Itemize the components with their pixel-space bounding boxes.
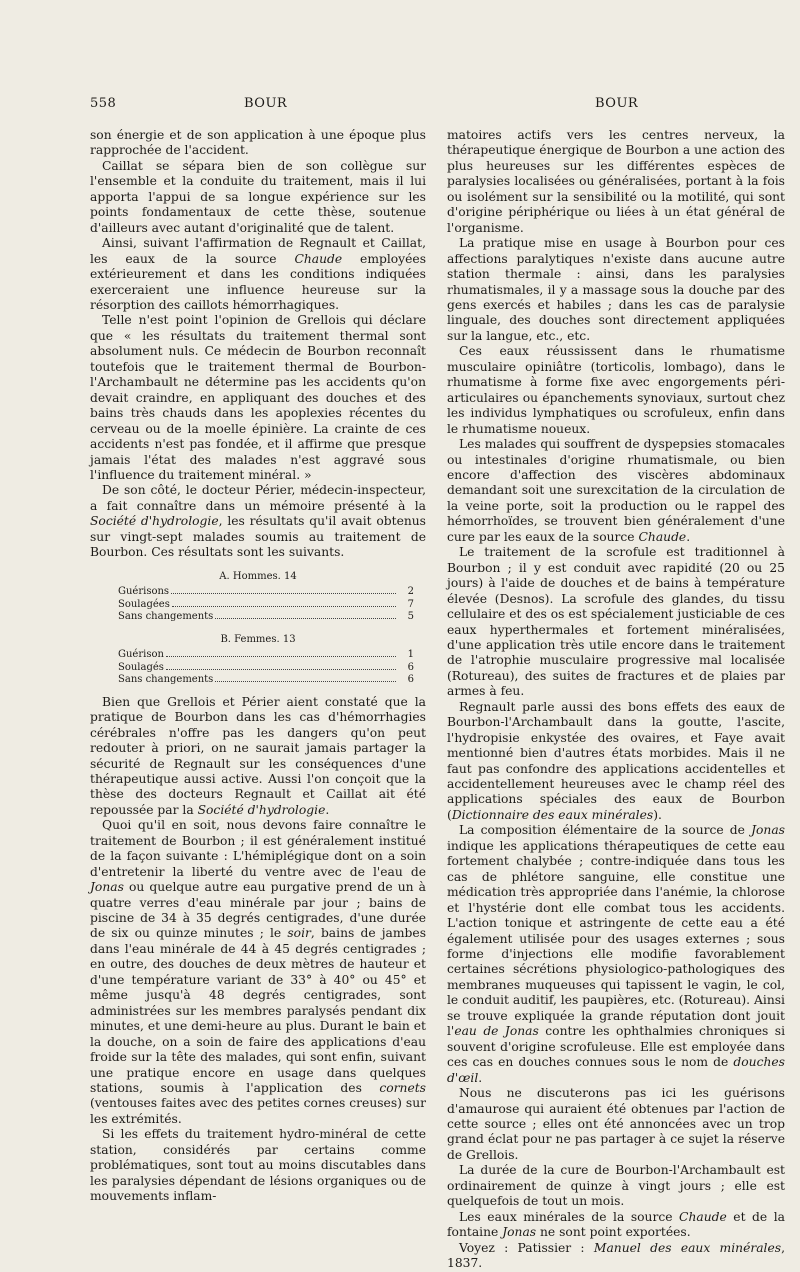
table-caption: A. Hommes. 14 (219, 570, 297, 582)
row-value: 6 (407, 674, 414, 686)
table-row (90, 649, 426, 662)
italic-text: Jonas (90, 880, 124, 895)
text-run: contre les ophthalmies chroniques si souvent d'origine scrofuleuse. Elle est employée dans ces cas en douches connues sous le nom de (447, 1024, 786, 1070)
text-run: Les eaux minérales de la source (459, 1209, 680, 1224)
text-run: La durée de la cure de Bourbon-l'Archambault est ordinairement de quinze à vingt jours ; elle est quelquefois de tout un mois. (447, 1163, 785, 1209)
text-run: Ces eaux réussissent dans le rhumatisme musculaire opiniâtre (torticolis, lombago), dans le rhumatisme à forme fixe avec engorgements péri-articulaires ou épanchements synoviaux, surtout chez les individus lymphatiques ou scrofuleux, enfin dans le rhumatisme noueux. (447, 344, 785, 436)
text-run: Nous ne discuterons pas ici les guérisons d'amaurose qui auraient été obtenues par l'action de cette source ; elles ont été annoncées avec un trop grand éclat pour ne pas partager à ce sujet la réserve de Grellois. (447, 1086, 785, 1162)
paragraph (90, 313, 426, 483)
paragraph (447, 236, 785, 344)
text-run: La composition élémentaire de la source de (459, 823, 752, 838)
leader-dots (166, 656, 396, 657)
paragraph (447, 1241, 785, 1272)
text-run: ). (653, 807, 662, 822)
row-label: Guérison (118, 649, 164, 661)
table-row (90, 599, 426, 612)
italic-text: soir (287, 926, 311, 941)
row-value: 7 (407, 598, 414, 610)
text-run: Regnault parle aussi des bons effets des eaux de Bourbon-l'Archambault dans la goutte, l'ascite, l'hydropisie enkystée des ovaires, et Faye avait mentionné bien d'autres états morbides. Mais il ne faut pas confondre des applications accidentelles et accidentellement heureuses avec le champ réel des applications spéciales des eaux de Bourbon ( (447, 699, 785, 822)
table-row (90, 611, 426, 624)
paragraph (90, 483, 426, 560)
page-number: 558 (90, 96, 117, 111)
results-table-men (90, 571, 426, 624)
row-value: 2 (407, 586, 414, 598)
italic-text: Société d'hydrologie (197, 802, 326, 817)
left-column (90, 128, 426, 1205)
paragraph (90, 236, 426, 313)
text-run: La pratique mise en usage à Bourbon pour ces affections paralytiques n'existe dans aucune autre station thermale : ainsi, dans les paralysies rhumatismales, il y a massage sous la douche par des gens exercés et habiles ; dans les cas de paralysie linguale, des douches sont directement appliquées sur la langue, etc., etc. (447, 236, 785, 343)
text-run: Voyez : Patissier : (459, 1240, 594, 1255)
leader-dots (171, 593, 396, 594)
right-column (447, 128, 785, 1272)
leader-dots (215, 618, 396, 619)
italic-text: Jonas (502, 1225, 537, 1240)
row-label: Soulagés (118, 661, 164, 673)
paragraph (447, 344, 785, 437)
text-run: Le traitement de la scrofule est traditionnel à Bourbon ; il y est conduit avec rapidité (20 ou 25 jours) à l'aide de douches et de bains à température élevée (Desnos). La scrofule des glandes, du tissu cellulaire et des os est spécialement justiciable de ces eaux hyperthermales et fortement minéralisées, d'une application très utile encore dans le traitement de l'atrophie musculaire progressive mal localisée (Rotureau), des suites de fractures et de plaies par armes à feu. (447, 545, 785, 699)
text-run: employées extérieurement et dans les conditions indiquées exerceraient une influence heureuse sur la résorption des caillots hémorrhagiques. (90, 251, 426, 312)
text-run: ou quelque autre eau purgative prend de un à quatre verres d'eau minérale par jour ; bains de piscine de 34 à 35 degrés centigrades, d'une durée de six ou quinze minutes ; le (90, 880, 426, 941)
italic-text: Manuel des eaux minérales (593, 1240, 782, 1255)
left-paragraphs (90, 128, 426, 561)
text-run: De son côté, le docteur Périer, médecin-inspecteur, a fait connaître dans un mémoire présenté à la (90, 483, 426, 513)
table-row (90, 674, 426, 687)
text-run: ne sont point exportées. (536, 1225, 691, 1240)
row-value: 5 (407, 611, 414, 623)
text-run: Si les effets du traitement hydro-minéral de cette station, considérés par certains comme problématiques, sont tout au moins discutables dans les paralysies dépendant de lésions organiques ou de mouvements inflam- (90, 1127, 426, 1204)
paragraph (447, 1210, 785, 1241)
left-paragraphs-after (90, 695, 426, 1205)
italic-text: Société d'hydrologie (90, 514, 219, 529)
text-run: Bien que Grellois et Périer aient constaté que la pratique de Bourbon dans les cas d'hémorrhagies cérébrales n'offre pas les dangers qu'on peut redouter à priori, on ne saurait jamais partager la sécurité de Regnault sur les conséquences d'une thérapeutique aussi active. Aussi l'on conçoit que la thèse des docteurs Regnault et Caillat ait été repoussée par la (90, 694, 426, 817)
italic-text: Chaude (294, 251, 343, 266)
leader-dots (172, 606, 396, 607)
text-run: , bains de jambes dans l'eau minérale de 44 à 45 degrés centigrades ; en outre, des douches de deux mètres de hauteur et d'une température variant de 33° à 40° ou 45° et même jusqu'à 48 degrés centigrades, sont administrées sur les membres paralysés pendant dix minutes, et une demi-heure au plus. Durant le bain et la douche, on a soin de faire des applications d'eau froide sur la tête des malades, qui sont enfin, suivant une pratique encore en usage dans quelques stations, soumis à l'application des (90, 926, 426, 1096)
text-run: Caillat se sépara bien de son collègue sur l'ensemble et la conduite du traitement, mais il lui apporta l'appui de sa longue expérience sur les points fondamentaux de cette thèse, soutenue d'ailleurs avec autant d'originalité que de talent. (90, 158, 426, 235)
running-header (0, 96, 800, 116)
text-run: Les malades qui souffrent de dyspepsies stomacales ou intestinales d'origine rhumatismale, ou bien encore d'affection des viscères abdominaux demandant soit une surexcitation de la circulation de la veine porte, soit la production ou le rappel des hémorrhoïdes, se trouvent bien généralement d'une cure par les eaux de la source (447, 437, 785, 544)
running-title-left: BOUR (244, 96, 288, 111)
row-label: Sans changements (118, 674, 214, 686)
paragraph (447, 437, 785, 545)
leader-dots (166, 669, 396, 670)
text-run: et de la fontaine (447, 1209, 785, 1240)
italic-text: eau de Jonas (454, 1024, 539, 1039)
text-run: Ainsi, suivant l'affirmation de Regnault et Caillat, les eaux de la source (90, 236, 426, 266)
row-label: Sans changements (118, 611, 214, 623)
italic-text: douches d'œil (447, 1055, 785, 1085)
text-run: , les résultats qu'il avait obtenus sur vingt-sept malades soumis au traitement de Bourbon. Ces résultats sont les suivants. (90, 514, 426, 560)
paragraph (447, 700, 785, 824)
text-run: Telle n'est point l'opinion de Grellois qui déclare que « les résultats du traitement thermal sont absolument nuls. Ce médecin de Bourbon reconnaît toutefois que le traitement thermal de Bourbon-l'Archambault ne détermine pas les accidents qu'on devait craindre, en appliquant des douches et des bains très chauds dans les apoplexies récentes du cerveau ou de la moelle épinière. La crainte de ces accidents n'est pas fondée, et il affirme que presque jamais l'état des malades n'est aggravé sous l'influence du traitement minéral. » (90, 313, 426, 482)
paragraph (447, 1086, 785, 1163)
italic-text: Dictionnaire des eaux minérales (451, 807, 654, 822)
paragraph (90, 818, 426, 1127)
text-run: son énergie et de son application à une époque plus rapprochée de l'accident. (90, 128, 426, 158)
italic-text: Chaude (638, 529, 687, 544)
text-run: matoires actifs vers les centres nerveux, la thérapeutique énergique de Bourbon a une action des plus heureuses sur les différentes espèces de paralysies localisées ou généralisées, portant à la fois ou isolément sur la sensibilité ou la motilité, qui sont d'origine périphérique ou liées à un état général de l'organisme. (447, 128, 785, 235)
text-run: (ventouses faites avec des petites cornes creuses) sur les extrémités. (90, 1096, 426, 1126)
row-value: 1 (407, 649, 414, 661)
text-run: , 1837. (447, 1240, 785, 1271)
table-caption: B. Femmes. 13 (220, 633, 296, 645)
paragraph (447, 128, 785, 236)
italic-text: Chaude (679, 1209, 727, 1224)
text-run: Quoi qu'il en soit, nous devons faire connaître le traitement de Bourbon ; il est généralement institué de la façon suivante : L'hémiplégique dont on a soin d'entretenir la liberté du ventre avec de l'eau de (90, 818, 426, 879)
running-title-right: BOUR (595, 96, 639, 111)
paragraph (447, 545, 785, 700)
paragraph (90, 695, 426, 819)
paragraph (90, 128, 426, 159)
table-row (90, 586, 426, 599)
paragraph (447, 823, 785, 1086)
paragraph (447, 1163, 785, 1209)
table-row (90, 662, 426, 675)
text-run: . (478, 1070, 483, 1085)
italic-text: Jonas (751, 823, 785, 838)
results-table-women (90, 634, 426, 687)
leader-dots (215, 681, 396, 682)
paragraph (90, 159, 426, 236)
italic-text: cornets (379, 1081, 426, 1096)
text-run: . (686, 529, 691, 544)
text-run: . (325, 802, 330, 817)
text-run: indique les applications thérapeutiques de cette eau fortement chalybée ; contre-indiquée dans tous les cas de phlétore sanguine, elle constitue une médication très appropriée dans l'anémie, la chlorose et l'hystérie dont elle combat tous les accidents. L'action tonique et astringente de cette eau a été également utilisée pour des usages externes ; sous forme d'injections elle modifie favorablement certaines sécrétions physiologico-pathologiques des membranes muqueuses qui tapissent le vagin, le col, le conduit auditif, les paupières, etc. (Rotureau). Ainsi se trouve expliquée la grande réputation dont jouit l' (447, 838, 785, 1039)
right-paragraphs (447, 128, 785, 1272)
paragraph (90, 1127, 426, 1204)
row-value: 6 (407, 661, 414, 673)
row-label: Guérisons (118, 586, 170, 598)
row-label: Soulagées (118, 598, 170, 610)
